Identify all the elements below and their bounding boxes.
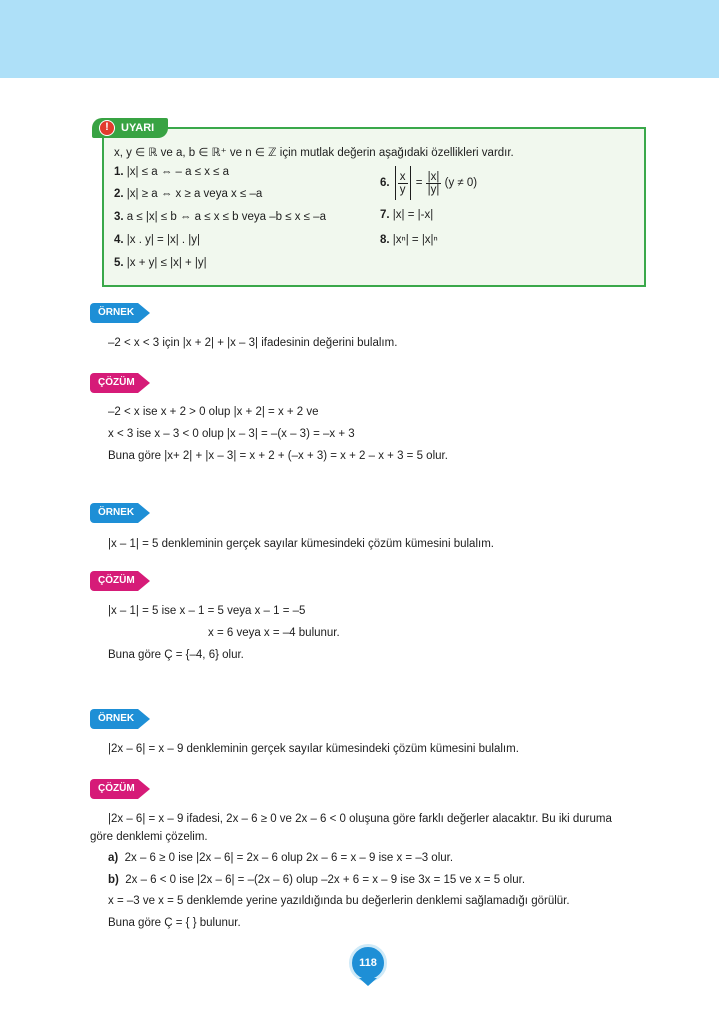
property-7: 7. |x| = |-x| [380,209,434,221]
example-2-line-1: |x – 1| = 5 ise x – 1 = 5 veya x – 1 = –5 [108,605,306,617]
exclamation-icon: ! [99,120,115,136]
example-3-check: x = –3 ve x = 5 denklemde yerine yazıldığında bu değerlerin denklemi sağlamadığı görülür. [108,895,570,907]
page-number: 118 [349,944,387,982]
warning-intro: x, y ∈ ℝ ve a, b ∈ ℝ⁺ ve n ∈ ℤ için mutlak değerin aşağıdaki özellikleri vardır. [114,147,514,159]
example-2-question: |x – 1| = 5 denkleminin gerçek sayılar kümesindeki çözüm kümesini bulalım. [108,538,494,550]
example-1-question: –2 < x < 3 için |x + 2| + |x – 3| ifadesinin değerini bulalım. [108,337,398,349]
property-4: 4. |x . y| = |x| . |y| [114,234,200,246]
property-1: 1. |x| ≤ a ⇔ – a ≤ x ≤ a [114,166,230,178]
page-number-arrow-icon [359,978,377,986]
example-1-line-1: –2 < x ise x + 2 > 0 olup |x + 2| = x + 2 ve [108,406,319,418]
example-tag: ÖRNEK [90,503,148,523]
example-3-case-b: b) 2x – 6 < 0 ise |2x – 6| = –(2x – 6) olup –2x + 6 = x – 9 ise 3x = 15 ve x = 5 olur. [108,874,526,886]
solution-tag: ÇÖZÜM [90,373,148,393]
example-tag: ÖRNEK [90,709,148,729]
example-tag: ÖRNEK [90,303,148,323]
example-3-question: |2x – 6| = x – 9 denkleminin gerçek sayılar kümesindeki çözüm kümesini bulalım. [108,743,519,755]
solution-tag: ÇÖZÜM [90,571,148,591]
header-band [0,0,719,78]
example-3-intro-2: göre denklemi çözelim. [90,831,208,843]
example-1-line-3: Buna göre |x+ 2| + |x – 3| = x + 2 + (–x + 3) = x + 2 – x + 3 = 5 olur. [108,450,448,462]
example-3-result: Buna göre Ç = { } bulunur. [108,917,241,929]
property-5: 5. |x + y| ≤ |x| + |y| [114,257,207,269]
example-3-case-a: a) 2x – 6 ≥ 0 ise |2x – 6| = 2x – 6 olup 2x – 6 = x – 9 ise x = –3 olur. [108,852,454,864]
warning-title: UYARI [121,122,155,134]
property-2: 2. |x| ≥ a ⇔ x ≥ a veya x ≤ –a [114,188,263,200]
property-6: 6. $\frac{x}{y}$ = $\frac{|x|}{|y|}$ (y ≠ 0) [380,166,477,200]
example-1-line-2: x < 3 ise x – 3 < 0 olup |x – 3| = –(x – 3) = –x + 3 [108,428,355,440]
solution-tag: ÇÖZÜM [90,779,148,799]
example-2-line-2: x = 6 veya x = –4 bulunur. [208,627,340,639]
property-3: 3. a ≤ |x| ≤ b ⇔ a ≤ x ≤ b veya –b ≤ x ≤ –a [114,211,326,223]
warning-tag [92,118,168,138]
property-8: 8. |xⁿ| = |x|ⁿ [380,234,438,246]
example-3-intro-1: |2x – 6| = x – 9 ifadesi, 2x – 6 ≥ 0 ve 2x – 6 < 0 oluşuna göre farklı değerler alacaktır. Bu iki duruma [108,813,612,825]
example-2-line-3: Buna göre Ç = {–4, 6} olur. [108,649,244,661]
